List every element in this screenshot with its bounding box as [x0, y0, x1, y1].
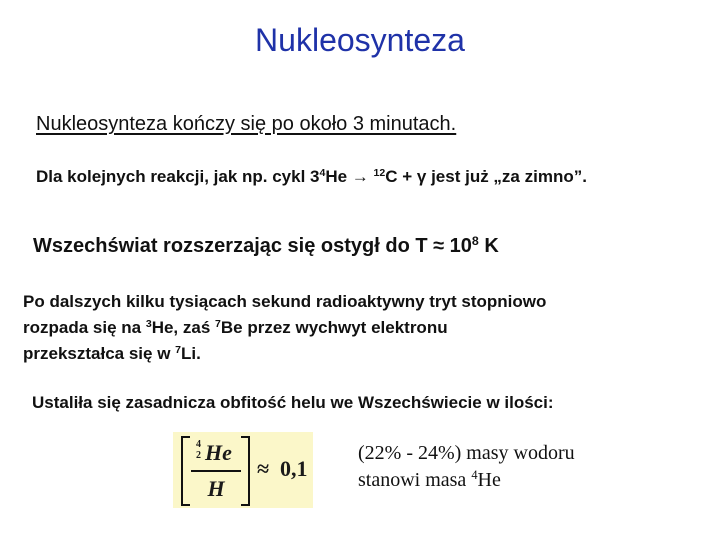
- decay-paragraph: [23, 289, 546, 367]
- note-line-1: (22% - 24%) masy wodoru: [358, 442, 575, 464]
- triple-alpha-text-end: C + γ jest już „za zimno”.: [385, 167, 587, 186]
- formula-numerator: [191, 438, 241, 468]
- formula-denominator: H: [207, 476, 225, 501]
- decay-line-3-b: Li.: [181, 344, 201, 363]
- decay-sup-3: 3: [145, 318, 152, 331]
- formula-value: 0,1: [280, 456, 308, 481]
- cooling-text-start: Wszechświat rozszerzając się ostygł do T ≈ 10: [33, 235, 472, 257]
- cooling-exponent: 8: [471, 234, 479, 249]
- universe-cooling-line: [33, 235, 499, 258]
- helium-abundance-line: Ustaliła się zasadnicza obfitość helu we Wszechświecie w ilości:: [32, 393, 554, 412]
- decay-sup-7-be: 7: [215, 318, 221, 331]
- decay-line-2-a: rozpada się na: [23, 318, 146, 337]
- end-of-nucleosynthesis-line: Nukleosynteza kończy się po około 3 minutach.: [36, 113, 457, 135]
- page-title: Nukleosynteza: [255, 22, 465, 58]
- note-line-2-a: stanowi masa: [358, 469, 472, 491]
- cooling-text-end: K: [478, 235, 499, 257]
- decay-line-2-b: He, zaś: [151, 318, 215, 337]
- triple-alpha-sup-4: 4: [319, 167, 326, 180]
- approx-sign: ≈: [257, 456, 270, 481]
- triple-alpha-sup-12: 12: [373, 167, 386, 180]
- atomic-number: 2: [196, 450, 201, 461]
- numerator-symbol: He: [205, 440, 232, 465]
- note-line-2: [358, 467, 575, 494]
- decay-line-1: Po dalszych kilku tysiącach sekund radioaktywny tryt stopniowo: [23, 292, 547, 311]
- decay-line-2-c: Be przez wychwyt elektronu: [220, 318, 448, 337]
- fraction-bar: [191, 470, 241, 472]
- triple-alpha-line: [36, 167, 587, 187]
- mass-fraction-note: [358, 440, 575, 494]
- left-bracket: [181, 436, 190, 506]
- right-bracket: [241, 436, 250, 506]
- triple-alpha-text-mid: He →: [325, 167, 374, 186]
- helium-ratio-formula: [173, 432, 313, 508]
- note-sup-4: 4: [471, 468, 478, 483]
- decay-sup-7-li: 7: [175, 344, 181, 357]
- mass-number: 4: [196, 439, 201, 450]
- decay-line-3: [23, 341, 546, 367]
- decay-line-2: [23, 315, 546, 341]
- decay-line-3-a: przekształca się w: [23, 344, 176, 363]
- triple-alpha-text-start: Dla kolejnych reakcji, jak np. cykl 3: [36, 167, 320, 186]
- note-line-2-b: He: [477, 469, 501, 491]
- formula-fraction: [191, 438, 241, 502]
